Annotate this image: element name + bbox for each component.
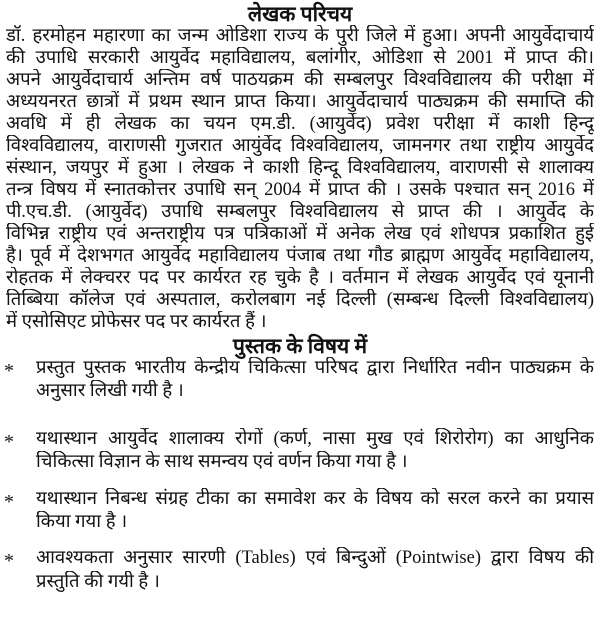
bullet-line: किया गया है । [36,512,128,532]
paragraph-line: विभिन्न राष्ट्रीय एवं अन्तराष्ट्रीय पत्र पत्रिकाओं में अनेक लेख एवं शोधपत्र प्रकाशित हुई [6,224,594,244]
paragraph-line: रोहतक में लेक्चरर पद पर कार्यरत रह चुके है । वर्तमान में लेखक आयुर्वेद एवं यूनानी [6,268,594,288]
paragraph-line: विश्वविद्यालय, वाराणसी गुजरात आयुंर्वेद विश्वविद्यालय, जामनगर तथा राष्ट्रीय आयुर्वेद [6,136,594,156]
paragraph-line: अध्ययनरत छात्रों में प्रथम स्थान प्राप्त किया। आयुर्वेदाचार्य पाठ्यक्रम की समाप्ति की [6,92,594,112]
paragraph-line: अपने आयुर्वेदाचार्य अन्तिम वर्ष पाठयक्रम की सम्बलपुर विश्वविद्यालय की परीक्षा में [6,70,594,90]
bullet-star-icon: * [4,360,14,382]
paragraph-line: तन्त्र विषय में स्नातकोत्तर उपाधि सन् 2004 में प्राप्त की । उसके पश्चात सन् 2016 में [6,180,594,200]
bullet-star-icon: * [4,491,14,513]
bullet-line: चिकित्सा विज्ञान के साथ समन्वय एवं वर्णन किया गया है । [36,452,408,472]
bullet-line: आवश्यकता अनुसार सारणी (Tables) एवं बिन्दुओं (Pointwise) द्वारा विषय की [36,548,594,568]
paragraph-line: है। पूर्व में देशभगत आयुर्वेद महाविद्यालय पंजाब तथा गौड ब्राह्मण आयुर्वेद महाविद्यालय, [6,246,594,266]
paragraph-line: की उपाधि सरकारी आयुर्वेद महाविद्यालय, बलांगीर, ओडिशा से 2001 में प्राप्त की। [6,48,594,68]
author-section-title: लेखक परिचय [247,2,353,26]
bullet-line: यथास्थान निबन्ध संग्रह टीका का समावेश कर के विषय को सरल करने का प्रयास [36,489,594,509]
paragraph-line: पी.एच.डी. (आयुर्वेद) उपाधि सम्बलपुर विश्वविद्यालय से प्राप्त की । आयुर्वेद के [6,202,594,222]
paragraph-line: डॉ. हरमोहन महारणा का जन्म ओडिशा राज्य के पुरी जिले में हुआ। अपनी आयुर्वेदाचार्य [6,26,594,46]
paragraph-line: संस्थान, जयपुर में हुआ । लेखक ने काशी हिन्दू विश्वविद्यालय, वाराणसी से शालाक्य [6,158,594,178]
bullet-line: प्रस्तुत पुस्तक भारतीय केन्द्रीय चिकित्सा परिषद द्वारा निर्धारित नवीन पाठ्यक्रम के [36,358,594,378]
bullet-line: यथास्थान आयुर्वेद शालाक्य रोगों (कर्ण, नासा मुख एवं शिरोरोग) का आधुनिक [36,429,594,449]
paragraph-line: तिब्बिया कॉलेज एवं अस्पताल, करोलबाग नई दिल्ली (सम्बन्ध दिल्ली विश्वविद्यालय) [6,290,594,310]
bullet-star-icon: * [4,431,14,453]
paragraph-line: में एसोसिएट प्रोफेसर पद पर कार्यरत हैं । [6,312,267,332]
bullet-line: अनुसार लिखी गयी है । [36,381,184,401]
bullet-star-icon: * [4,550,14,572]
book-section-title: पुस्तक के विषय में [232,334,368,358]
paragraph-line: अवधि में ही लेखक का चयन एम.डी. (आयुर्वेद) प्रवेश परीक्षा में काशी हिन्दू [6,114,594,134]
bullet-line: प्रस्तुति की गयी है । [36,572,160,592]
